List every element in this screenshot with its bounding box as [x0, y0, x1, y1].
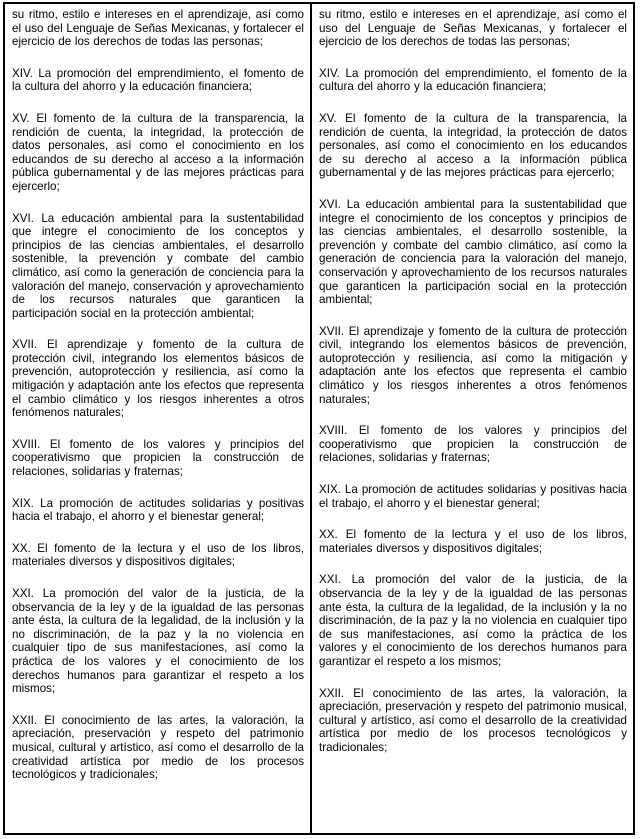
paragraph-continuation: su ritmo, estilo e intereses en el aprendizaje, así como el uso del Lenguaje de Señas Mexicanas, y fortalecer el ejercicio de los derechos de todas las personas; [12, 8, 304, 49]
paragraph-fraccion-xvii: XVII. El aprendizaje y fomento de la cultura de protección civil, integrando los elementos básicos de prevención, autoprotección y resiliencia, así como la mitigación y adaptación ante los efectos que representa el cambio climático y los riesgos inherentes a otros fenómenos naturales; [12, 338, 304, 420]
paragraph-fraccion-xxii: XXII. El conocimiento de las artes, la valoración, la apreciación, preservación y respeto del patrimonio musical, cultural y artístico, así como el desarrollo de la creatividad artística por medio de los procesos tecnológicos y tradicionales; [319, 686, 627, 754]
right-column [310, 4, 633, 833]
paragraph-fraccion-xix: XIX. La promoción de actitudes solidarias y positivas hacia el trabajo, el ahorro y el bienestar general; [319, 483, 627, 510]
paragraph-fraccion-xx: XX. El fomento de la lectura y el uso de los libros, materiales diversos y dispositivos digitales; [12, 541, 304, 569]
paragraph-fraccion-xv: XV. El fomento de la cultura de la transparencia, la rendición de cuenta, la integridad, la protección de datos personales, así como el conocimiento en los educandos de su derecho al acceso a la información pública gubernamental y de las mejores prácticas para ejercerlo; [319, 111, 627, 180]
paragraph-fraccion-xviii: XVIII. El fomento de los valores y principios del cooperativismo que propicien la construcción de relaciones, solidarias y fraternas; [12, 437, 304, 479]
left-column [5, 4, 310, 833]
paragraph-fraccion-xviii: XVIII. El fomento de los valores y principios del cooperativismo que propicien la construcción de relaciones, solidarias y fraternas; [319, 424, 627, 465]
document-page [3, 2, 635, 835]
paragraph-fraccion-xxi: XXI. La promoción del valor de la justicia, de la observancia de la ley y de la igualdad de las personas ante ésta, la cultura de la legalidad, de la inclusión y la no discriminación, de la paz y la no violencia en cualquier tipo de sus manifestaciones, así como la práctica de los valores y el conocimiento de los derechos humanos para garantizar el respeto a los mismos; [12, 587, 304, 696]
paragraph-fraccion-xv: XV. El fomento de la cultura de la transparencia, la rendición de cuenta, la integridad, la protección de datos personales, así como el conocimiento en los educandos de su derecho al acceso a la información pública gubernamental y de las mejores prácticas para ejercerlo; [12, 111, 304, 193]
paragraph-fraccion-xvii: XVII. El aprendizaje y fomento de la cultura de protección civil, integrando los elementos básicos de prevención, autoprotección y resiliencia, así como la mitigación y adaptación ante los efectos que representa el cambio climático y los riesgos inherentes a otros fenómenos naturales; [319, 324, 627, 406]
paragraph-fraccion-xx: XX. El fomento de la lectura y el uso de los libros, materiales diversos y dispositivos digitales; [319, 528, 627, 555]
paragraph-fraccion-xiv: XIV. La promoción del emprendimiento, el fomento de la cultura del ahorro y la educación financiera; [12, 66, 304, 94]
paragraph-continuation: su ritmo, estilo e intereses en el aprendizaje, así como el uso del Lenguaje de Señas Mexicanas, y fortalecer el ejercicio de los derechos de todas las personas; [319, 8, 627, 49]
paragraph-fraccion-xxii: XXII. El conocimiento de las artes, la valoración, la apreciación, preservación y respeto del patrimonio musical, cultural y artístico, así como el desarrollo de la creatividad artística por medio de los procesos tecnológicos y tradicionales; [12, 713, 304, 782]
paragraph-fraccion-xix: XIX. La promoción de actitudes solidarias y positivas hacia el trabajo, el ahorro y el bienestar general; [12, 496, 304, 524]
paragraph-fraccion-xvi: XVI. La educación ambiental para la sustentabilidad que integre el conocimiento de los conceptos y principios de las ciencias ambientales, el desarrollo sostenible, la prevención y combate del cambio climático, así como la generación de conciencia para la valoración del manejo, conservación y aprovechamiento de los recursos naturales que garanticen la participación social en la protección ambiental; [12, 211, 304, 320]
paragraph-fraccion-xxi: XXI. La promoción del valor de la justicia, de la observancia de la ley y de la igualdad de las personas ante ésta, la cultura de la legalidad, de la inclusión y la no discriminación, de la paz y la no violencia en cualquier tipo de sus manifestaciones, así como la práctica de los valores y el conocimiento de los derechos humanos para garantizar el respeto a los mismos; [319, 573, 627, 668]
paragraph-fraccion-xiv: XIV. La promoción del emprendimiento, el fomento de la cultura del ahorro y la educación financiera; [319, 66, 627, 94]
paragraph-fraccion-xvi: XVI. La educación ambiental para la sustentabilidad que integre el conocimiento de los conceptos y principios de las ciencias ambientales, el desarrollo sostenible, la prevención y combate del cambio climático, así como la generación de conciencia para la valoración del manejo, conservación y aprovechamiento de los recursos naturales que garanticen la participación social en la protección ambiental; [319, 197, 627, 307]
